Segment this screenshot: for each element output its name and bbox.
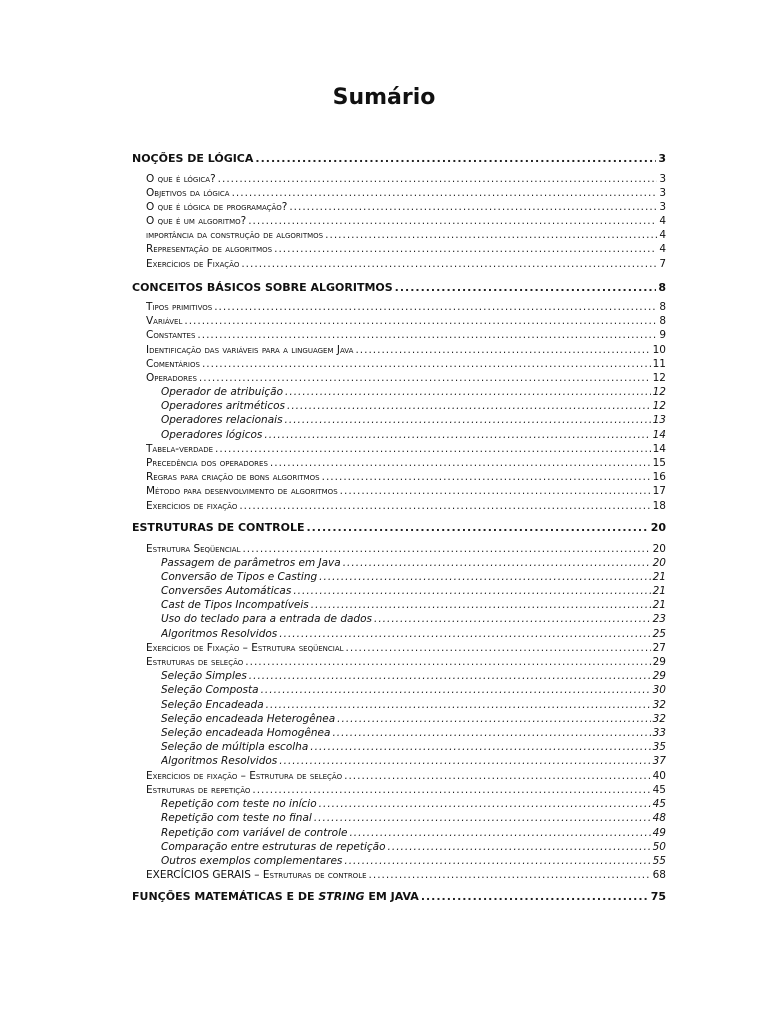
toc-section-entry <box>146 357 666 371</box>
toc-page-number: 12 <box>652 400 666 412</box>
toc-page-number: 4 <box>659 243 666 255</box>
toc-dot-leader <box>279 754 650 768</box>
toc-dot-leader <box>325 228 657 242</box>
toc-subsection-entry <box>161 854 666 868</box>
toc-entry-label: Repetição com variável de controle <box>161 827 348 839</box>
toc-dot-leader <box>346 641 651 655</box>
toc-section-entry <box>146 257 666 271</box>
toc-subsection-entry <box>161 726 666 740</box>
toc-entry-label-part: FUNÇÕES MATEMÁTICAS E DE <box>132 890 319 903</box>
toc-subsection-entry <box>161 740 666 754</box>
toc-page-number: 20 <box>650 521 666 534</box>
toc-page-number: 16 <box>652 471 666 483</box>
toc-page-number: 45 <box>652 798 666 810</box>
toc-page-number: 11 <box>652 358 666 370</box>
toc-page-number: 45 <box>652 784 666 796</box>
toc-subsection-entry <box>161 598 666 612</box>
toc-dot-leader <box>248 214 657 228</box>
toc-chapter-entry <box>132 889 666 905</box>
toc-dot-leader <box>245 655 650 669</box>
toc-dot-leader <box>311 598 651 612</box>
toc-page-number: 15 <box>652 457 666 469</box>
toc-section-entry <box>146 300 666 314</box>
toc-page-number: 29 <box>652 656 666 668</box>
toc-page-number: 4 <box>659 215 666 227</box>
toc-entry-label: Estruturas de repetição <box>146 784 251 796</box>
toc-dot-leader <box>293 584 650 598</box>
toc-section-entry <box>146 783 666 797</box>
toc-subsection-entry <box>161 385 666 399</box>
toc-subsection-entry <box>161 612 666 626</box>
toc-section-entry <box>146 314 666 328</box>
toc-entry-label: Repetição com teste no final <box>161 812 312 824</box>
toc-dot-leader <box>249 669 651 683</box>
toc-page-number: 8 <box>659 315 666 327</box>
toc-section-entry <box>146 343 666 357</box>
toc-page-number: 50 <box>652 841 666 853</box>
toc-entry-label: Estrutura Seqüencial <box>146 543 241 555</box>
toc-entry-label: Outros exemplos complementares <box>161 855 343 867</box>
toc-entry-label: EXERCÍCIOS GERAIS – Estruturas de controle <box>146 869 367 881</box>
toc-entry-label: Comentários <box>146 358 200 370</box>
toc-entry-label: Método para desenvolvimento de algoritmos <box>146 485 338 497</box>
toc-dot-leader <box>279 627 650 641</box>
toc-dot-leader <box>421 889 649 905</box>
toc-section-entry <box>146 242 666 256</box>
toc-page-number: 33 <box>652 727 666 739</box>
toc-dot-leader <box>199 371 651 385</box>
toc-dot-leader <box>274 242 657 256</box>
toc-section-entry <box>146 655 666 669</box>
toc-entry-label: NOÇÕES DE LÓGICA <box>132 152 254 165</box>
toc-dot-leader <box>306 520 648 536</box>
toc-entry-label: CONCEITOS BÁSICOS SOBRE ALGORITMOS <box>132 281 393 294</box>
toc-entry-label: Tabela-verdade <box>146 443 214 455</box>
toc-dot-leader <box>344 769 651 783</box>
toc-subsection-entry <box>161 797 666 811</box>
toc-chapter-entry <box>132 520 666 536</box>
toc-subsection-entry <box>161 669 666 683</box>
toc-entry-label: importância da construção de algoritmos <box>146 229 324 241</box>
toc-subsection-entry <box>161 428 666 442</box>
toc-section-entry <box>146 200 666 214</box>
toc-section-entry <box>146 456 666 470</box>
toc-page-number: 9 <box>659 329 666 341</box>
toc-dot-leader <box>310 740 650 754</box>
toc-page-number: 40 <box>652 770 666 782</box>
toc-entry-label: Operadores <box>146 372 197 384</box>
toc-entry-label: Seleção encadeada Homogênea <box>161 727 331 739</box>
toc-dot-leader <box>289 200 657 214</box>
toc-page-number: 4 <box>659 229 666 241</box>
toc-page-number: 7 <box>659 258 666 270</box>
toc-entry-label: O que é um algoritmo? <box>146 215 247 227</box>
toc-dot-leader <box>266 698 651 712</box>
toc-page-number: 32 <box>652 699 666 711</box>
toc-dot-leader <box>344 854 650 868</box>
toc-subsection-entry <box>161 698 666 712</box>
toc-section-entry <box>146 328 666 342</box>
toc-page-number: 3 <box>659 201 666 213</box>
toc-entry-label: Operadores aritméticos <box>161 400 285 412</box>
toc-section-entry <box>146 442 666 456</box>
toc-subsection-entry <box>161 754 666 768</box>
toc-subsection-entry <box>161 712 666 726</box>
toc-entry-label: Seleção Encadeada <box>161 699 264 711</box>
toc-dot-leader <box>374 612 651 626</box>
toc-entry-label: Variável <box>146 315 183 327</box>
toc-dot-leader <box>242 542 650 556</box>
toc-dot-leader <box>319 570 650 584</box>
toc-entry-label: Constantes <box>146 329 196 341</box>
toc-entry-label <box>132 889 419 905</box>
toc-dot-leader <box>285 413 651 427</box>
toc-dot-leader <box>343 556 651 570</box>
toc-section-entry <box>146 484 666 498</box>
toc-section-entry <box>146 172 666 186</box>
toc-entry-label: Seleção Composta <box>161 684 259 696</box>
toc-entry-label: Algoritmos Resolvidos <box>161 755 278 767</box>
toc-entry-label: O que é lógica? <box>146 173 216 185</box>
toc-page-number: 68 <box>652 869 666 881</box>
toc-dot-leader <box>232 186 658 200</box>
toc-entry-label: Conversões Automáticas <box>161 585 292 597</box>
toc-subsection-entry <box>161 840 666 854</box>
toc-entry-label: Algoritmos Resolvidos <box>161 628 278 640</box>
toc-page-number: 18 <box>652 500 666 512</box>
toc-subsection-entry <box>161 826 666 840</box>
toc-entry-label: Precedência dos operadores <box>146 457 268 469</box>
toc-entry-label: Repetição com teste no início <box>161 798 317 810</box>
toc-entry-label: Exercícios de Fixação – Estrutura seqüencial <box>146 642 344 654</box>
toc-entry-label: Identificação das variáveis para a linguagem Java <box>146 344 354 356</box>
toc-entry-label: Conversão de Tipos e Casting <box>161 571 318 583</box>
toc-page-number: 3 <box>658 152 666 165</box>
toc-page-number: 23 <box>652 613 666 625</box>
toc-page-number: 3 <box>659 173 666 185</box>
toc-entry-label-part: EM JAVA <box>364 890 419 903</box>
toc-entry-label: Operadores lógicos <box>161 429 263 441</box>
toc-page-number: 12 <box>652 386 666 398</box>
toc-entry-label: Operadores relacionais <box>161 414 283 426</box>
toc-page-number: 13 <box>652 414 666 426</box>
toc-subsection-entry <box>161 413 666 427</box>
toc-page-number: 75 <box>650 890 666 903</box>
toc-page-number: 29 <box>652 670 666 682</box>
toc-dot-leader <box>241 257 657 271</box>
toc-entry-label: Objetivos da lógica <box>146 187 230 199</box>
toc-dot-leader <box>218 172 658 186</box>
toc-subsection-entry <box>161 627 666 641</box>
toc-entry-label: Tipos primitivos <box>146 301 213 313</box>
toc-page-number: 14 <box>652 443 666 455</box>
toc-dot-leader <box>261 683 651 697</box>
toc-section-entry <box>146 868 666 882</box>
toc-dot-leader <box>369 868 651 882</box>
toc-section-entry <box>146 186 666 200</box>
toc-entry-label: Seleção encadeada Heterogênea <box>161 713 336 725</box>
toc-section-entry <box>146 542 666 556</box>
toc-dot-leader <box>337 712 650 726</box>
toc-dot-leader <box>214 300 657 314</box>
toc-page-number: 20 <box>652 557 666 569</box>
toc-dot-leader <box>255 151 656 167</box>
toc-dot-leader <box>215 442 651 456</box>
toc-dot-leader <box>202 357 651 371</box>
toc-dot-leader <box>355 343 650 357</box>
toc-dot-leader <box>388 840 651 854</box>
toc-entry-label: Cast de Tipos Incompatíveis <box>161 599 309 611</box>
toc-entry-label: Uso do teclado para a entrada de dados <box>161 613 372 625</box>
toc-dot-leader <box>340 484 651 498</box>
toc-entry-label: O que é lógica de programação? <box>146 201 288 213</box>
toc-page-number: 10 <box>652 344 666 356</box>
toc-subsection-entry <box>161 570 666 584</box>
toc-section-entry <box>146 371 666 385</box>
toc-entry-label: Seleção de múltipla escolha <box>161 741 309 753</box>
toc-section-entry <box>146 470 666 484</box>
toc-page-number: 3 <box>659 187 666 199</box>
toc-subsection-entry <box>161 399 666 413</box>
toc-dot-leader <box>322 470 651 484</box>
toc-dot-leader <box>285 385 651 399</box>
toc-section-entry <box>146 228 666 242</box>
toc-page-number: 14 <box>652 429 666 441</box>
toc-section-entry <box>146 641 666 655</box>
toc-entry-label: Exercícios de Fixação <box>146 258 240 270</box>
toc-subsection-entry <box>161 683 666 697</box>
toc-entry-label-italic-part: STRING <box>318 890 365 903</box>
toc-page-number: 48 <box>652 812 666 824</box>
toc-page-number: 32 <box>652 713 666 725</box>
toc-subsection-entry <box>161 811 666 825</box>
toc-dot-leader <box>270 456 651 470</box>
toc-entry-label: Passagem de parâmetros em Java <box>161 557 341 569</box>
toc-entry-label: Estruturas de seleção <box>146 656 244 668</box>
toc-page-number: 30 <box>652 684 666 696</box>
toc-page-number: 21 <box>652 585 666 597</box>
toc-dot-leader <box>319 797 651 811</box>
toc-section-entry <box>146 769 666 783</box>
toc-entry-label: Seleção Simples <box>161 670 247 682</box>
page-title: Sumário <box>332 85 436 110</box>
toc-page-number: 27 <box>652 642 666 654</box>
toc-entry-label: Comparação entre estruturas de repetição <box>161 841 386 853</box>
toc-page-number: 21 <box>652 571 666 583</box>
toc-dot-leader <box>314 811 651 825</box>
toc-dot-leader <box>239 499 650 513</box>
toc-dot-leader <box>287 399 651 413</box>
toc-page-number: 35 <box>652 741 666 753</box>
toc-dot-leader <box>332 726 650 740</box>
toc-entry-label: Regras para criação de bons algoritmos <box>146 471 320 483</box>
toc-page-number: 12 <box>652 372 666 384</box>
toc-entry-label: Representação de algoritmos <box>146 243 273 255</box>
toc-page-number: 37 <box>652 755 666 767</box>
toc-entry-label: ESTRUTURAS DE CONTROLE <box>132 521 305 534</box>
toc-page-number: 21 <box>652 599 666 611</box>
toc-page-number: 20 <box>652 543 666 555</box>
toc-section-entry <box>146 214 666 228</box>
toc-dot-leader <box>252 783 650 797</box>
toc-entry-label: Exercícios de fixação – Estrutura de seleção <box>146 770 343 782</box>
toc-subsection-entry <box>161 556 666 570</box>
toc-chapter-entry <box>132 280 666 296</box>
toc-dot-leader <box>197 328 657 342</box>
toc-entry-label: Operador de atribuição <box>161 386 284 398</box>
toc-page-number: 25 <box>652 628 666 640</box>
toc-entry-label: Exercícios de fixação <box>146 500 238 512</box>
toc-dot-leader <box>395 280 657 296</box>
toc-page-number: 17 <box>652 485 666 497</box>
toc-page-number: 55 <box>652 855 666 867</box>
toc-section-entry <box>146 499 666 513</box>
toc-page-number: 8 <box>658 281 666 294</box>
toc-dot-leader <box>184 314 657 328</box>
toc-dot-leader <box>264 428 650 442</box>
toc-chapter-entry <box>132 151 666 167</box>
toc-dot-leader <box>349 826 650 840</box>
toc-subsection-entry <box>161 584 666 598</box>
toc-page-number: 8 <box>659 301 666 313</box>
toc-page-number: 49 <box>652 827 666 839</box>
